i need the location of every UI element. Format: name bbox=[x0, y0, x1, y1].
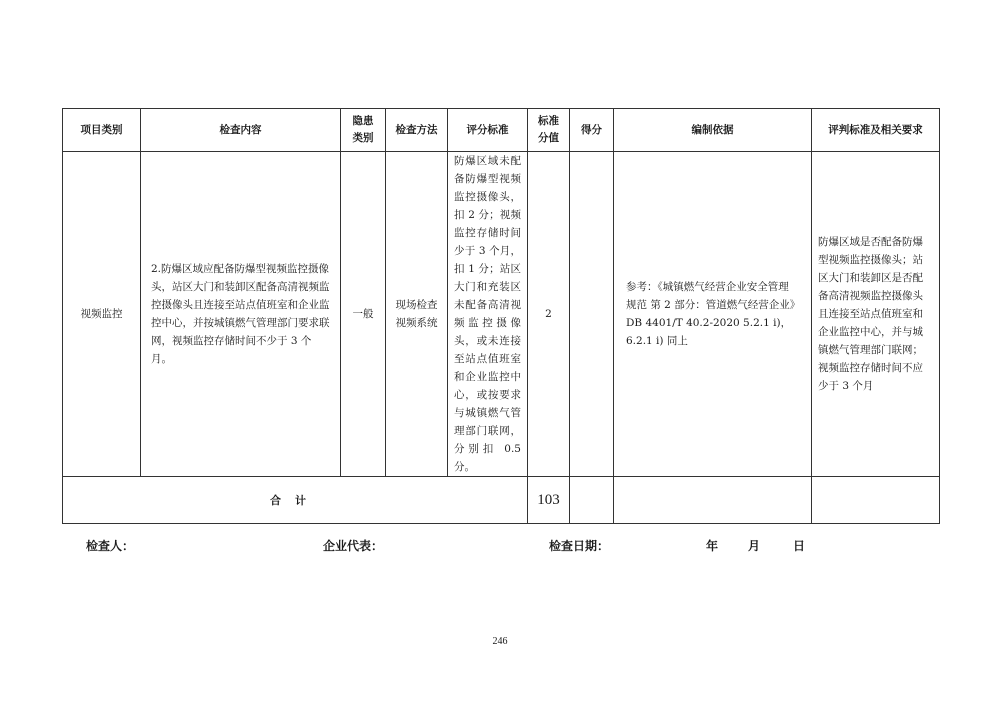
header-hazard: 隐患类别 bbox=[341, 109, 386, 152]
summary-requirement bbox=[812, 477, 940, 524]
header-requirement: 评判标准及相关要求 bbox=[812, 109, 940, 152]
header-method: 检查方法 bbox=[386, 109, 448, 152]
header-content: 检查内容 bbox=[141, 109, 341, 152]
cell-method: 现场检查视频系统 bbox=[386, 152, 448, 477]
header-score: 标准分值 bbox=[528, 109, 570, 152]
date-year-label: 年 bbox=[706, 539, 719, 553]
header-basis: 编制依据 bbox=[614, 109, 812, 152]
inspection-table bbox=[62, 108, 940, 524]
header-category: 项目类别 bbox=[63, 109, 141, 152]
summary-row bbox=[63, 477, 940, 524]
cell-criteria: 防爆区域未配备防爆型视频监控摄像头，扣 2 分；视频监控存储时间少于 3 个月，扣 1 分；站区大门和充装区未配备高清视频监控摄像头，或未连接至站点值班室和企业监控中心，或按要求与城镇燃气管理部门联网，分别扣 0.5 分。 bbox=[448, 152, 528, 477]
header-got: 得分 bbox=[570, 109, 614, 152]
cell-basis: 参考：《城镇燃气经营企业安全管理规范 第 2 部分：管道燃气经营企业》DB 4401/T 40.2-2020 5.2.1 i)，6.2.1 i) 同上 bbox=[614, 152, 812, 477]
cell-content: 2.防爆区域应配备防爆型视频监控摄像头，站区大门和装卸区配备高清视频监控摄像头且连接至站点值班室和企业监控中心，并按城镇燃气管理部门要求联网，视频监控存储时间不少于 3 个月。 bbox=[141, 152, 341, 477]
summary-total: 103 bbox=[528, 477, 570, 524]
summary-basis bbox=[614, 477, 812, 524]
table-header-row bbox=[63, 109, 940, 152]
cell-score: 2 bbox=[528, 152, 570, 477]
inspector-label: 检查人： bbox=[86, 539, 135, 553]
page-number: 246 bbox=[492, 636, 508, 647]
enterprise-rep-label: 企业代表： bbox=[323, 539, 384, 553]
inspection-date-label: 检查日期： bbox=[549, 539, 610, 553]
cell-requirement: 防爆区域是否配备防爆型视频监控摄像头；站区大门和装卸区是否配备高清视频监控摄像头且连接至站点值班室和企业监控中心，并与城镇燃气管理部门联网；视频监控存储时间不应少于 3 个月 bbox=[812, 152, 940, 477]
cell-category: 视频监控 bbox=[63, 152, 141, 477]
cell-got bbox=[570, 152, 614, 477]
date-day-label: 日 bbox=[793, 539, 806, 553]
header-criteria: 评分标准 bbox=[448, 109, 528, 152]
cell-hazard: 一般 bbox=[341, 152, 386, 477]
table-row bbox=[63, 152, 940, 477]
date-month-label: 月 bbox=[748, 539, 761, 553]
summary-got bbox=[570, 477, 614, 524]
summary-label: 合计 bbox=[63, 477, 528, 524]
